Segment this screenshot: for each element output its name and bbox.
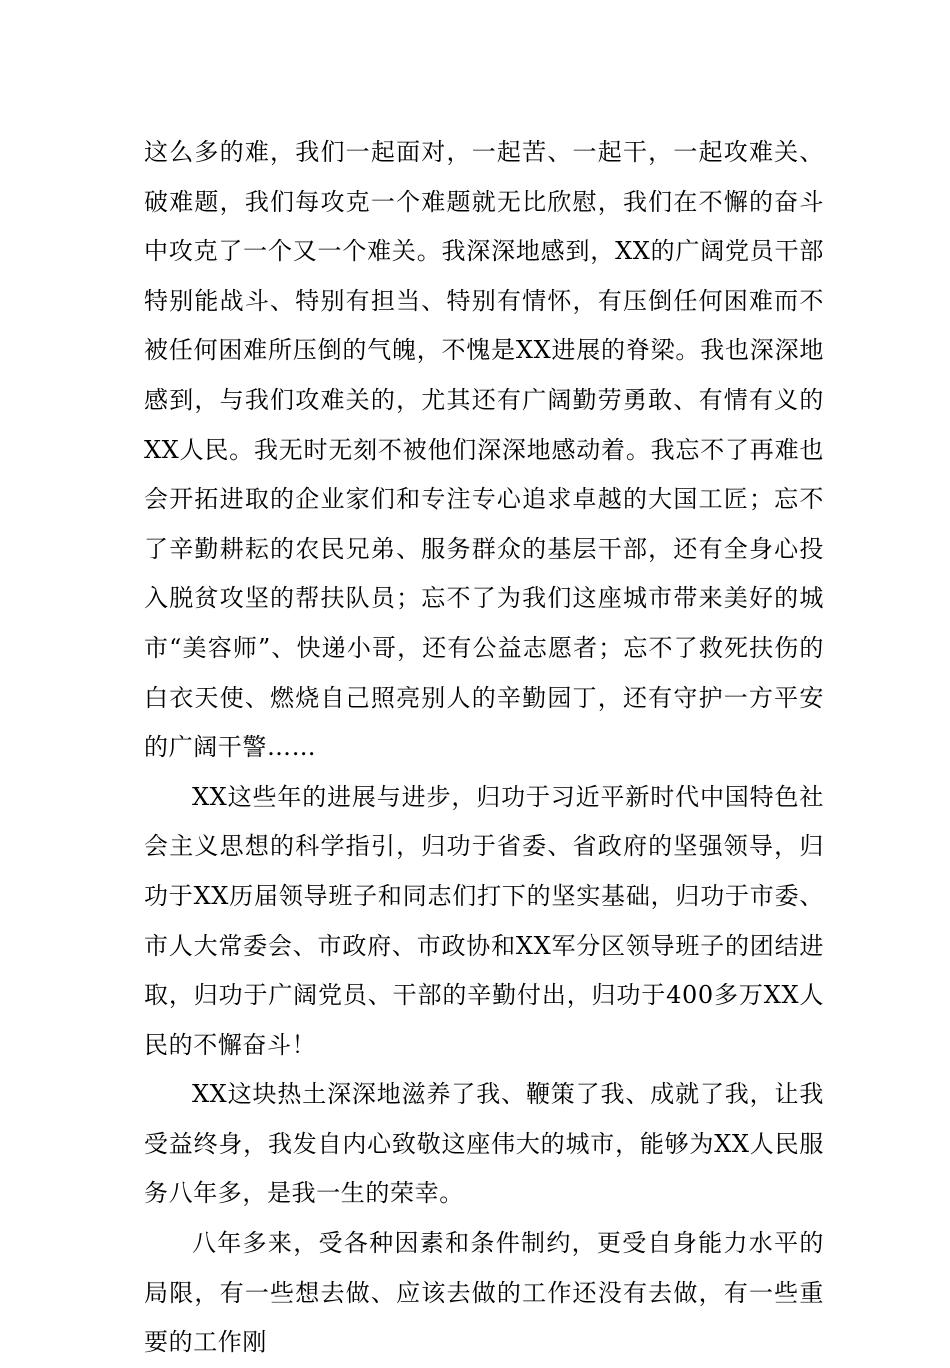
paragraph-gratitude: XX这块热土深深地滋养了我、鞭策了我、成就了我，让我受益终身，我发自内心致敬这座伟大的城市，能够为XX人民服务八年多，是我一生的荣幸。 [144, 1080, 824, 1208]
paragraph-progress: XX这些年的进展与进步，归功于习近平新时代中国特色社会主义思想的科学指引，归功于省委、省政府的坚强领导，归功于XX历届领导班子和同志们打下的坚实基础，归功于市委、市人大常委会、市政府、市政协和XX军分区领导班子的团结进取，归功于广阔党员、干部的辛勤付出，归功于400多万XX人民的不懈奋斗！ [144, 782, 824, 1059]
paragraph-continued: 这么多的难，我们一起面对，一起苦、一起干，一起攻难关、破难题，我们每攻克一个难题就无比欣慰，我们在不懈的奋斗中攻克了一个又一个难关。我深深地感到，XX的广阔党员干部特别能战斗、特别有担当、特别有情怀，有压倒任何困难而不被任何困难所压倒的气魄，不愧是XX进展的脊梁。我也深深地感到，与我们攻难关的，尤其还有广阔勤劳勇敢、有情有义的XX人民。我无时无刻不被他们深深地感动着。我忘不了再难也会开拓进取的企业家们和专注专心追求卓越的大国工匠；忘不了辛勤耕耘的农民兄弟、服务群众的基层干部，还有全身心投入脱贫攻坚的帮扶队员；忘不了为我们这座城市带来美好的城市“美容师”、快递小哥，还有公益志愿者；忘不了救死扶伤的白衣天使、燃烧自己照亮别人的辛勤园丁，还有守护一方平安的广阔干警…… [144, 138, 824, 762]
document-body [144, 128, 824, 1368]
paragraph-reflection: 八年多来，受各种因素和条件制约，更受自身能力水平的局限，有一些想去做、应该去做的工作还没有去做，有一些重要的工作刚 [144, 1229, 824, 1357]
